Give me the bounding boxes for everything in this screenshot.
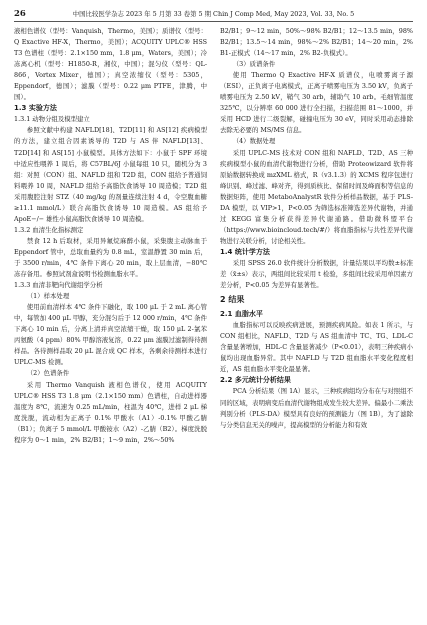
paragraph-gradient-continued: B2/B1；9～12 min，50%～98% B2/B1；12～13.5 min，98% B2/B1；13.5～14 min，98%～2% B2/B1；14～20 min，2% B1-正模式（14～17 min，2% B2-负模式）。 xyxy=(220,27,413,58)
subsection-heading-serum: 1.3.2 血清生化指标测定 xyxy=(14,225,84,234)
page-number: 26 xyxy=(14,9,26,19)
right-column xyxy=(220,26,413,431)
left-column xyxy=(14,26,207,446)
heading-sample-processing: （1）样本处理 xyxy=(26,292,70,301)
heading-mass-spec: （3）质谱条件 xyxy=(232,60,276,69)
paragraph-sample-processing: 使用前血清样本 4℃ 条件下融化，取 100 μL 于 2 mL 离心管中，每管加 400 μL 甲醇，充分混匀后于 12 000 r/min，4℃ 条件下离心 10 min 后，分离上清并真空浓缩干燥，取 150 μL 2-氯苯丙氨酸（4 ppm）80% 甲醇溶液复溶，0.22 μm 滤膜过滤制得待测样品。各待测样品取 20 μL 混合成 QC 样本，各剩余待测样本进行 UPLC-MS 检测。 xyxy=(14,303,207,367)
paragraph-mass-spec: 使用 Thermo Q Exactive HF-X 质谱仪，电喷雾离子源（ESI），正负离子电离模式，正离子喷雾电压为 3.50 kV，负离子喷雾电压为 2.50 kV，鞘气 30 arb，辅助气 10 arb。毛细管温度 325℃，以分辨率 60 000 进行全扫描，扫描范围 81～1000，并采用 HCD 进行二级裂解，碰撞电压为 30 eV，同时采用动态排除去除无必要的 MS/MS 信息。 xyxy=(220,71,413,135)
section-heading-methods: 1.3 实验方法 xyxy=(14,104,57,113)
subsection-heading-animals: 1.3.1 动物分组及模型建立 xyxy=(14,115,90,124)
paragraph-data-processing: 采用 UPLC-MS 技术对 CON 组和 NAFLD、T2D、AS 三种疾病模型小鼠的血清代谢物进行分析，借助 Proteowizard 软件将原始数据转换成 mzXML 格式，R（v3.1.3）的 XCMS 程序包进行峰识别、峰过滤、峰对齐，得到质核比、保留时间及峰面积等信息的数据矩阵，使用 MetaboAnalystR 软件分析样品数据，基于 PLS-DA 模型，以 VIP>1，P<0.05 为筛选标准筛选差异代谢物，并通过 KEGG 富集分析获得差异代谢通路。借助微科盟平台（https://www.bioincloud.tech/#/）将血脂指标与共性差异代谢物进行关联分析，讨论相关性。 xyxy=(220,148,413,245)
section-heading-results: 2 结果 xyxy=(220,295,245,305)
page-header xyxy=(14,9,413,22)
paragraph-chromatography: 采用 Thermo Vanquish 液相色谱仪，使用 ACQUITY UPLC® HSS T3 1.8 μm（2.1×150 mm）色谱柱，自动进样器温度为 8℃，流速为 0.25 mL/min，柱温为 40℃，进样 2 μL 梯度洗脱，流动相为正离子 0.1% 甲酸水（A1）-0.1% 甲酸乙腈（B1）；负离子 5 mmol/L 甲酸铵水（A2）-乙腈（B2）。梯度洗脱程序为 0～1 min，2% B2/B1；1～9 min，2%～50% xyxy=(14,380,207,444)
paragraph-lipids: 血脂指标可以反映疾病进展，预测疾病风险。如表 1 所示，与 CON 组相比，NAFLD、T2D 与 AS 组血清中 TC、TG、LDL-C 含量显著增加，HDL-C 含量显著减少（P<0.01），表明三种疾病小鼠均出现血脂异常。其中 NAFLD 与 T2D 组血脂水平变化程度相近，AS 组血脂水平变化最显著。 xyxy=(220,321,413,374)
section-heading-multivariate: 2.2 多元统计分析结果 xyxy=(220,376,291,385)
journal-running-title: 中国比较医学杂志 2023 年 5 月第 33 卷第 5 期 Chin J Comp Med, May 2023, Vol. 33, No. 5 xyxy=(72,10,355,18)
paragraph-serum-collection: 禁食 12 h 后取材，采用异氟烷麻醉小鼠，采集腹主动脉血于 Eppendorf 管中，总取血量约为 0.8 mL，室温静置 30 min 后，于 3500 r/min，4℃ 条件下离心 20 min，取上层血清，−80℃ 冻存备用。参照试剂盒说明书检测血脂水平。 xyxy=(14,236,207,279)
section-heading-statistics: 1.4 统计学方法 xyxy=(220,247,270,256)
paragraph-animal-models: 参照文献中构建 NAFLD[18]、T2D[11] 和 AS[12] 疾病模型的方法，建立组合因素诱导的 T2D 与 AS 伴 NAFLD[13]、T2D[14] 和 AS[15] 小鼠模型。具体方法如下：小鼠于 SPF 环境中适应性喂养 1 周后，将 C57BL/6J 小鼠每组 10 只，随机分为 3 组：对照（CON）组、NAFLD 组和 T2D 组，CON 组给予普通饲料喂养 10 周，NAFLD 组给予高脂饮食诱导 10 周造模；T2D 组采用腹腔注射 STZ（40 mg/kg 的剂量连续注射 4 d，令空腹血糖≥11.1 mmol/L）联合高脂饮食诱导 10 周造模。AS 组给予 ApoE−/− 雄性小鼠高脂饮食诱导 10 周造模。 xyxy=(14,126,207,223)
paragraph-statistics: 采用 SPSS 26.0 软件统计分析数据，计量结果以平均数±标准差（x̄±s）表示，两组间比较采用 t 检验，多组间比较采用单因素方差分析，P<0.05 为差异有显著性。 xyxy=(220,258,413,290)
paragraph-instruments: 液相色谱仪（型号：Vanquish，Thermo，美国）；质谱仪（型号：Q Exactive HF-X，Thermo，美国）；ACQUITY UPLC® HSS T3 色谱柱（型号：2.1×150 mm，1.8 μm，Waters，美国）；冷冻离心机（型号：H1850-R，湘仪，中国）；混匀仪（型号：QL-866，Vortex Mixer，德国）；真空浓缩仪（型号：5305，Eppendorf，德国）；滤膜（型号：0.22 μm PTFE，津腾，中国）。 xyxy=(14,27,207,102)
heading-data-processing: （4）数据处理 xyxy=(232,137,276,146)
paragraph-multivariate: PCA 分析结果（图 1A）显示，三种疾病组均分布在与对照组不同的区域，表明病变后血清代谢物组成发生较大差异。偏最小二乘法判别分析（PLS-DA）模型具有良好的预测能力（图 1B），为了滤除与分类信息无关的噪声，提高模型的分析能力和有效 xyxy=(220,387,413,429)
section-heading-lipids: 2.1 血脂水平 xyxy=(220,310,263,319)
heading-chromatography: （2）色谱条件 xyxy=(26,369,70,378)
subsection-heading-metabolomics: 1.3.3 血清非靶向代谢组学分析 xyxy=(14,281,103,290)
